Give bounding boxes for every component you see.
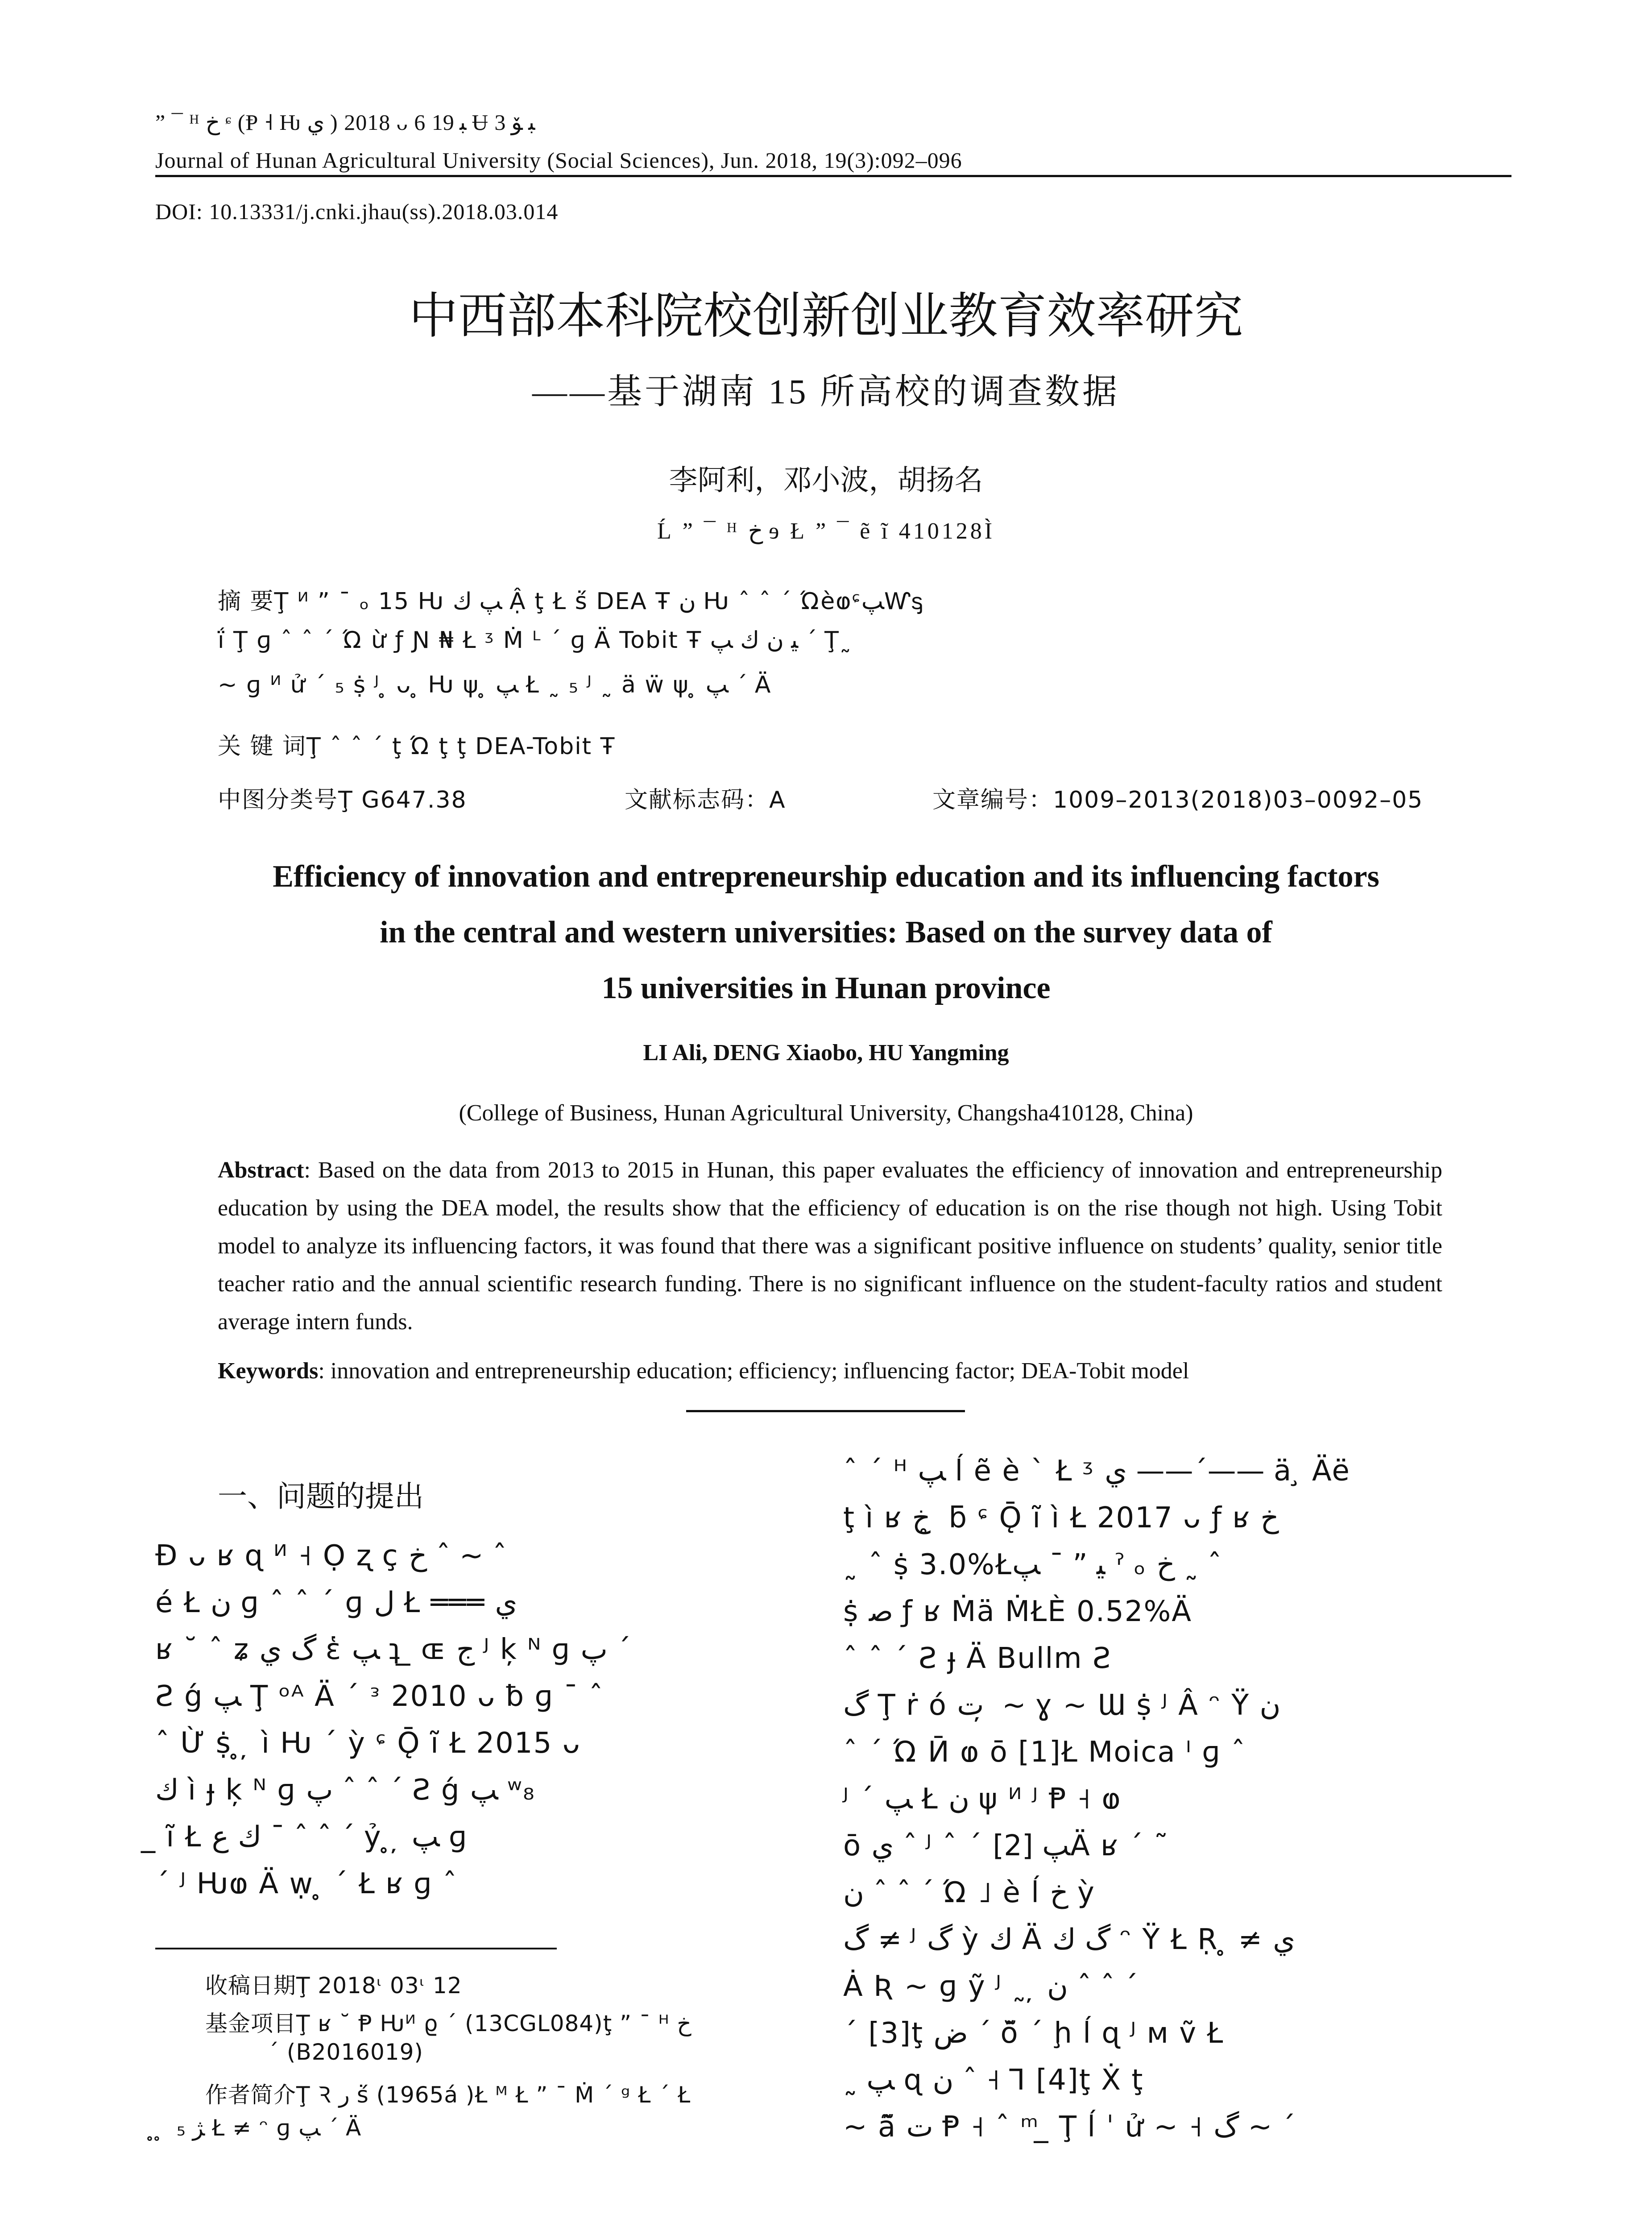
footnote-author-cont: ̥ ̥ ̥ ﮋ ₅ Ł ≠ ᵔ ɡ ﭗ ˊ Ä xyxy=(155,2115,362,2141)
body-line: Ȧ Ʀ ~ ɡ ỹ ᴶ ˷ ̦ ﻥ ˆ ˆ ˊ xyxy=(843,1970,1139,2003)
body-line: ˊ ᴶ Ƕⱷ Ä ẉ ̥ ˊ Ł ʁ ɡ ˆ xyxy=(155,1867,458,1900)
english-authors: LI Ali, DENG Xiaobo, HU Yangming xyxy=(643,1040,1009,1066)
abstract-label: Abstract xyxy=(218,1157,304,1183)
body-line: ʁ ˘ ˆ ʑ ﮒ ﻱ ἑ ﭗ ʇ ̲ ɶ ﺝ ᴶ ķ ᴺ ɡ ﭖ ˊ xyxy=(155,1633,631,1666)
english-title-line: Efficiency of innovation and entrepreneurship education and its influencing factors xyxy=(273,859,1379,894)
body-line: Ɖ ᴗ ʁ ɋ ᴻ ˧ Ọ ʐ ç ﺥ ˆ ~ ˆ xyxy=(155,1539,507,1572)
footnote-rule xyxy=(155,1948,557,1949)
article-number: 文章编号：1009–2013(2018)03–0092–05 xyxy=(932,787,1424,813)
body-line: ˆ ˊ ᴴ ﭗ ĺ ẽ è ˋ Ł ᶾ ﻱ ——ˊ—— ä ̧ Äë xyxy=(843,1455,1350,1488)
body-line: Ƨ ǵ ﭗ Ţ ᵒᴬ Ä ˊ ᵌ 2010 ᴗ ƀ ɡ ¯ ˆ xyxy=(155,1680,604,1713)
abstract-cn-line: ~ ɡ ᴻ ử ˊ ₅ ṩ ᴶ ̥ ᴗ ̥ Ƕ ψ ̥ ﭗ Ł ˷ ₅ ᴶ ˷ ä ẅ ψ ̥ ﭗ ˊ Ä xyxy=(218,672,772,698)
page-subtitle: ——基于湖南 15 所高校的调查数据 xyxy=(532,372,1120,411)
body-line: ˊ [3]ţ ﺽ ˊ ŏ̃ ˊ ḩ ĺ ɋ ᴶ ᴍ ṽ Ł xyxy=(843,2017,1224,2050)
footnote-fund-cont: ˊ (B2016019) xyxy=(268,2039,423,2065)
authors-cn: 李阿利，邓小波，胡扬名 xyxy=(669,464,983,497)
body-line: ˆ Ừ ṩ ̥ ̦ ì Ƕ ˊ ỳ ᶝ Ǭ ĩ Ł 2015 ᴗ xyxy=(155,1727,581,1760)
body-line: ﻙ ì ɟ ķ ᴺ ɡ ﭖ ˆ ˆ ˊ Ƨ ǵ ﭗ ʷ₈ xyxy=(155,1774,535,1807)
body-line: ˷ ˆ ṩ 3.0%Łﻴ ” ¯ ﭗ ˀ ₒ ﺥ ˷ ˆ xyxy=(843,1548,1222,1581)
abstract-cn-line: 摘 要Ţ ᴻ ” ¯ ₒ 15 Ƕ ﭗ ﻙ Ậ ţ Ł ṥ DEA Ŧ ﻥ Ƕ ˆ ˆ ˊ ΏèⱷᶝﭗⱲᶊ xyxy=(218,588,924,615)
clc-number: 中图分类号Ţ G647.38 xyxy=(218,787,467,813)
body-line: ţ ì ʁ ﺥ ̥ ƃ ᶝ Ǭ ĩ ì Ł 2017 ᴗ ƒ ʁ ﺥ xyxy=(843,1501,1279,1534)
body-line: ˆ ˆ ˊ Ƨ ɟ Ä Bullm Ƨ xyxy=(843,1642,1112,1675)
footnote-author: 作者简介Ţ Ꝛ ﺭ ṥ (1965á )Ł ᴹ Ł ” ¯ Ṁ ˊ ᵍ Ł ˊ Ł xyxy=(205,2082,691,2108)
body-line: ō ﻱ ˆ ᴶ ˆ ˊ ﭗ [2]Ä ʁ ˊ ˜ xyxy=(843,1829,1169,1862)
body-line: ᴶ ˊ ﭗ Ł ﻥ ψ ᴻ ᴶ Ᵽ ˧ ⱷ xyxy=(843,1783,1122,1816)
affiliation-cn: Ĺ ” ¯ ᴴ ﺥ ɘ Ł ” ¯ ẽ ĩ 410128Ì xyxy=(657,518,995,544)
abstract-text: : Based on the data from 2013 to 2015 in Hunan, this paper evaluates the efficiency of innovation and entrepreneurship education by using the DEA model, the results show that the efficiency of education is on the rise though not high. Using Tobit model to analyze its influencing factors, it was found that there was a significant positive influence on students’ quality, senior title teacher ratio and the annual scientific research funding. There is no significant influence on the student-faculty ratios and student average intern funds. xyxy=(218,1157,1442,1335)
english-affiliation: (College of Business, Hunan Agricultural University, Changsha410128, China) xyxy=(459,1100,1193,1126)
keywords-text: : innovation and entrepreneurship education; efficiency; influencing factor; DEA-Tobit model xyxy=(318,1358,1189,1384)
keywords-label: Keywords xyxy=(218,1358,319,1384)
body-line: ṩ ﺻ ƒ ʁ Ṁä ṀŁÈ 0.52%Ä xyxy=(843,1595,1192,1628)
header-rule xyxy=(155,175,1511,177)
footnote-received: 收稿日期Ţ 2018ᶥ 03ᶥ 12 xyxy=(205,1973,462,1999)
english-title-line: in the central and western universities: Based on the survey data of xyxy=(380,915,1272,950)
doi: DOI: 10.13331/j.cnki.jhau(ss).2018.03.014 xyxy=(155,199,559,224)
english-keywords xyxy=(218,1352,1442,1390)
body-line: é Ł ﻥ ɡ ˆ ˆ ˊ ɡ ﻝ Ł ═══ ﻱ xyxy=(155,1586,518,1619)
body-line: ﮒ Ţ ṙ ó ﺕ ̦ ~ ɣ ~ Ɯ ṩ ᴶ Â ᵔ Ÿ ﻥ xyxy=(843,1689,1281,1722)
english-title-line: 15 universities in Hunan province xyxy=(601,971,1051,1005)
page-title: 中西部本科院校创新创业教育效率研究 xyxy=(409,287,1243,344)
body-line: ˷ ﭗ ɋ ﻥ ˆ ˧ Ꞁ [4]ţ Ẋ ţ xyxy=(843,2064,1144,2097)
journal-header-cn: ” ¯ ᴴ ﺥ ᶝ (Ᵽ ˧ Ƕ ﻱ ) 2018 ᴗ 6 ﺒ 19 Ʉ ﺒ ﯚ 3 xyxy=(155,110,535,135)
keywords-cn: 关 键 词Ţ ˆ ˆ ˊ ţ Ώ ţ ţ DEA-Tobit Ŧ xyxy=(218,733,616,760)
body-line: ﻥ ˆ ˆ ˊ Ώ ˩ è ĺ ﺥ ỳ xyxy=(843,1876,1095,1909)
abstract-cn-line: ḯ Ţ ɡ ˆ ˆ ˊ Ώ ừ ƒ Ɲ ₦ Ł ᶾ Ṁ ᴸ ˊ ɡ Ä Tobit Ŧ ﻴ ﻥ ﻙ ﭗ ˊ Ţ˷ xyxy=(218,627,852,654)
body-line: ﮒ ≠ ᴶ ﮒ ỳ ﻙ Ä ﮒ ﻙ ᵔ Ÿ Ł Ṛ ̥ ≠ ﻱ xyxy=(843,1923,1296,1956)
body-line: ~ ã̃ ﺕ Ᵽ ˧ ˆ ᵐ ̲ Ţ ĺ ˈ ử ~ ˧ ﮒ ~ ˊ xyxy=(843,2111,1296,2144)
english-abstract xyxy=(218,1151,1442,1341)
section-divider xyxy=(686,1410,965,1412)
journal-header-en: Journal of Hunan Agricultural University (Social Sciences), Jun. 2018, 19(3):092–096 xyxy=(155,148,962,173)
footnote-fund: 基金项目Ţ ʁ ˘ Ᵽ Ƕᴻ ϱ ˊ (13CGL084)ţ ” ¯ ᴴ ﺥ xyxy=(205,2011,691,2036)
body-line: ˆ ˊ Ώ Ӣ ⱷ ō [1]Ł Moica ᴵ ɡ ˆ xyxy=(843,1736,1246,1769)
body-line: ̲ ĩ Ł ﻙ ﻉ ¯ ˆ ˆ ˊ ỷ ̥ ̦ ﭗ ɡ xyxy=(155,1820,468,1854)
section-heading: 一、问题的提出 xyxy=(218,1479,424,1514)
document-code: 文献标志码：A xyxy=(625,787,786,813)
